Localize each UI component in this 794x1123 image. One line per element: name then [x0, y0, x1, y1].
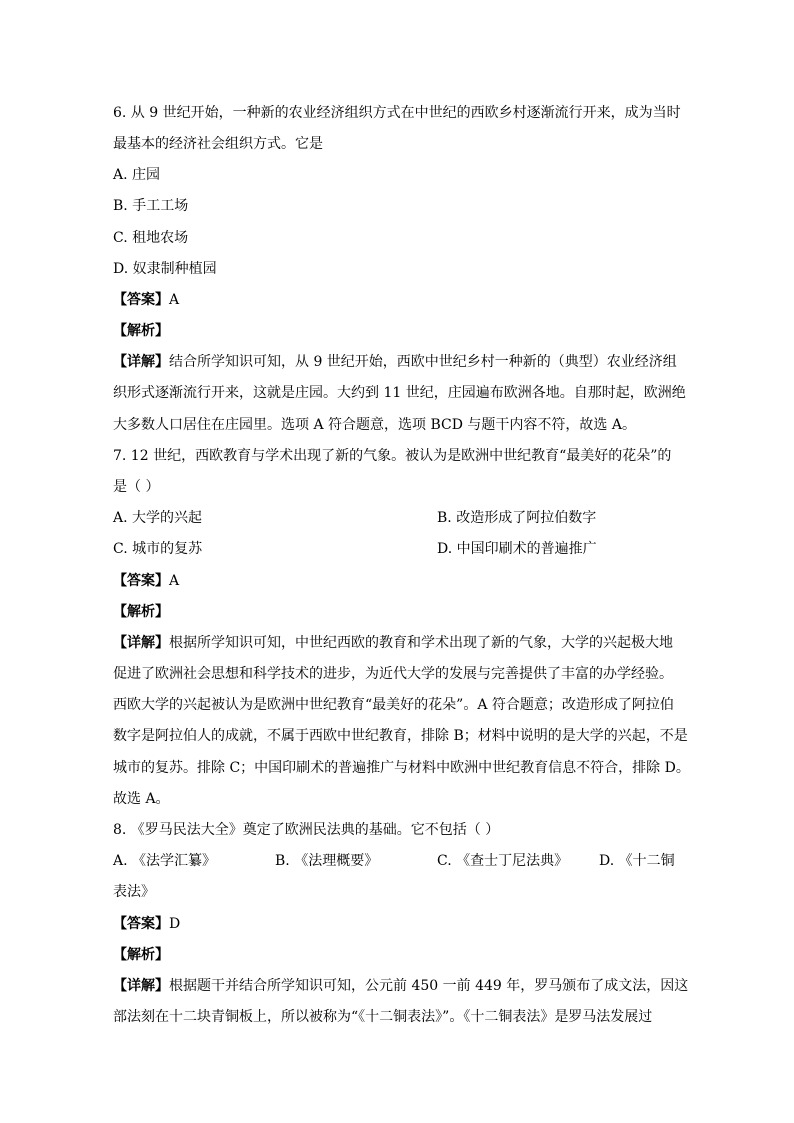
q6-stem-line1: 6. 从 9 世纪开始，一种新的农业经济组织方式在中世纪的西欧乡村逐渐流行开来，成为当时	[113, 105, 681, 121]
q6-answer-label: 【答案】	[113, 292, 169, 308]
q6-answer	[113, 291, 179, 309]
q8-detail-line1	[113, 977, 688, 995]
q7-detail-line1	[113, 634, 673, 652]
q7-answer	[113, 572, 179, 590]
q8-detail-label: 【详解】	[113, 978, 169, 994]
q7-option-c: C. 城市的复苏	[113, 541, 203, 557]
q7-detail-label: 【详解】	[113, 635, 169, 651]
q7-option-b: B. 改造形成了阿拉伯数字	[437, 510, 597, 526]
q8-detail-line2: 部法刻在十二块青铜板上，所以被称为“《十二铜表法》”。《十二铜表法》是罗马法发展过	[113, 1009, 653, 1025]
q8-option-c: C. 《查士丁尼法典》	[437, 853, 569, 869]
q7-answer-label: 【答案】	[113, 573, 169, 589]
q8-answer	[113, 915, 180, 933]
q6-option-d: D. 奴隶制种植园	[113, 261, 217, 277]
q6-option-c: C. 租地农场	[113, 230, 189, 246]
q8-analysis-mark: 【解析】	[113, 947, 169, 963]
q7-analysis-mark: 【解析】	[113, 604, 169, 620]
q8-analysis-label	[113, 946, 169, 964]
q6-detail-text1: 结合所学知识可知，从 9 世纪开始，西欧中世纪乡村一种新的（典型）农业经济组	[169, 354, 677, 370]
q7-detail-line6: 故选 A。	[113, 791, 170, 807]
q7-detail-line5: 城市的复苏。排除 C；中国印刷术的普遍推广与材料中欧洲中世纪教育信息不符合，排除 D。	[113, 760, 690, 776]
q7-detail-line4: 数字是阿拉伯人的成就，不属于西欧中世纪教育，排除 B；材料中说明的是大学的兴起，不是	[113, 728, 688, 744]
q8-option-d-cont: 表法》	[113, 884, 155, 900]
q7-detail-text1: 根据所学知识可知，中世纪西欧的教育和学术出现了新的气象，大学的兴起极大地	[169, 635, 673, 651]
q7-option-d: D. 中国印刷术的普遍推广	[437, 541, 597, 557]
q8-answer-label: 【答案】	[113, 916, 169, 932]
q7-stem-line1: 7. 12 世纪，西欧教育与学术出现了新的气象。被认为是欧洲中世纪教育“最美好的花朵”的	[113, 448, 672, 464]
q8-option-a: A. 《法学汇纂》	[113, 853, 217, 869]
q6-detail-label: 【详解】	[113, 354, 169, 370]
q6-analysis-label	[113, 322, 169, 340]
q8-answer-value: D	[169, 916, 181, 932]
q7-stem-line2: 是（ ）	[113, 479, 160, 495]
q7-detail-line3: 西欧大学的兴起被认为是欧洲中世纪教育“最美好的花朵”。A 符合题意；改造形成了阿拉伯	[113, 697, 674, 713]
q8-stem-line1: 8. 《罗马民法大全》奠定了欧洲民法典的基础。它不包括（ ）	[113, 822, 500, 838]
q7-detail-line2: 促进了欧洲社会思想和科学技术的进步，为近代大学的发展与完善提供了丰富的办学经验。	[113, 666, 673, 682]
q6-detail-line2: 织形式逐渐流行开来，这就是庄园。大约到 11 世纪，庄园遍布欧洲各地。自那时起，欧洲绝	[113, 385, 686, 401]
q6-stem-line2: 最基本的经济社会组织方式。它是	[113, 136, 323, 152]
q6-analysis-mark: 【解析】	[113, 323, 169, 339]
q8-option-b: B. 《法理概要》	[275, 853, 379, 869]
q7-analysis-label	[113, 603, 169, 621]
q7-option-a: A. 大学的兴起	[113, 510, 203, 526]
q6-option-b: B. 手工工场	[113, 198, 189, 214]
q6-option-a: A. 庄园	[113, 167, 161, 183]
q8-detail-text1: 根据题干并结合所学知识可知，公元前 450 一前 449 年，罗马颁布了成文法，因这	[169, 978, 689, 994]
q6-answer-value: A	[169, 292, 180, 308]
q6-detail-line1	[113, 353, 677, 371]
q8-option-d: D. 《十二铜	[599, 853, 675, 869]
q6-detail-line3: 大多数人口居住在庄园里。选项 A 符合题意，选项 BCD 与题干内容不符，故选 A。	[113, 417, 636, 433]
q7-answer-value: A	[169, 573, 180, 589]
